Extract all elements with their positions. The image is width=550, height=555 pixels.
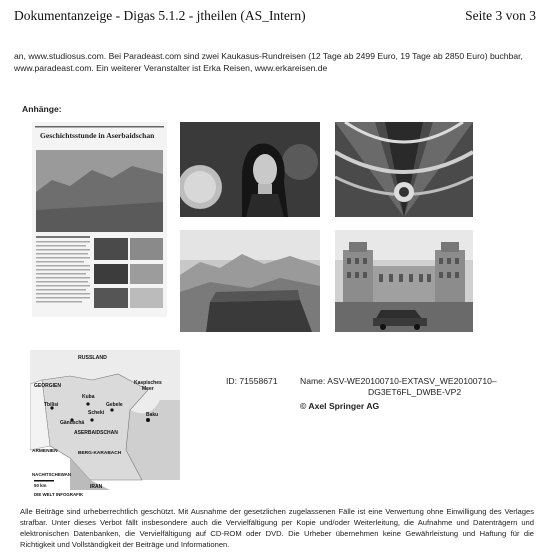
map-label-kaspisches: Kaspisches <box>134 380 162 386</box>
map-credit: DIE WELT INFOGRAFIK <box>34 492 84 497</box>
map-label-iran: IRAN <box>90 484 103 490</box>
newspaper-headline: Geschichtsstunde in Aserbaidschan <box>40 131 155 140</box>
copyright-notice: © Axel Springer AG <box>300 401 380 411</box>
map-label-scheki: Scheki <box>88 410 105 416</box>
map-label-armenien: ARMENIEN <box>32 449 58 454</box>
map-label-gebele: Gebele <box>106 402 123 408</box>
intro-paragraph: an, www.studiosus.com. Bei Paradeast.com sind zwei Kaukasus-Rundreisen (12 Tage ab 2499 Euro, 19 Tage ab 2850 Euro) buchbar, www.paradeast.com. Ein weiterer Veranstalter ist Erka Reisen, www.erkareisen.de <box>14 51 523 73</box>
attachments-label: Anhänge: <box>22 104 62 114</box>
map-label-kuba: Kuba <box>82 394 95 400</box>
azerbaijan-map <box>30 350 180 500</box>
map-label-aserbaidschan: ASERBAIDSCHAN <box>74 430 118 436</box>
map-label-georgien: GEORGIEN <box>34 383 61 389</box>
map-label-berg-karabach: BERG-KARABACH <box>78 451 122 456</box>
government-building-photo[interactable] <box>335 230 473 332</box>
ornate-ceiling-photo[interactable] <box>335 122 473 217</box>
document-header <box>14 8 536 28</box>
landscape-photo[interactable] <box>180 230 320 332</box>
page-indicator: Seite 3 von 3 <box>465 8 536 23</box>
document-title: Dokumentanzeige - Digas 5.1.2 - jtheilen (AS_Intern) <box>14 8 306 23</box>
map-label-russland: RUSSLAND <box>78 355 107 361</box>
map-label-nachitschewan: NACHITSCHEWAN <box>32 472 72 477</box>
document-name-line2: DG3ET6FL_DWBE-VP2 <box>368 387 462 397</box>
document-name-line1: Name: ASV-WE20100710-EXTASV_WE20100710– <box>300 376 497 386</box>
copyright-footer: Alle Beiträge sind urheberrechtlich geschützt. Mit Ausnahme der gesetzlichen zugelassenen Fälle ist eine Verwertung ohne Einwilligung des Verlages strafbar. Unter dieses Verbot fällt insbesondere auch die Vervielfältigung per Kopie und/oder Weiterleitung, die Aufnahme und Datenträgern und elektronischen Datenbanken, die Vervielfältigung auf CD-ROM oder DVD. Die Urheber übernehmen keine Gewährleistung und Haftung für die Richtigkeit und Vollständigkeit der Beiträge und Informationen. <box>20 507 534 549</box>
woman-portrait-photo[interactable] <box>180 122 320 217</box>
map-label-gandscha: Gändschä <box>60 420 85 426</box>
document-id: ID: 71558671 <box>226 376 278 386</box>
map-label-meer: Meer <box>142 386 154 392</box>
newspaper-clipping-image[interactable] <box>32 122 167 317</box>
map-scale-label: 50 km <box>34 483 47 488</box>
map-label-baku: Baku <box>146 412 159 418</box>
map-label-tiflis: Tbilisi <box>44 402 59 408</box>
